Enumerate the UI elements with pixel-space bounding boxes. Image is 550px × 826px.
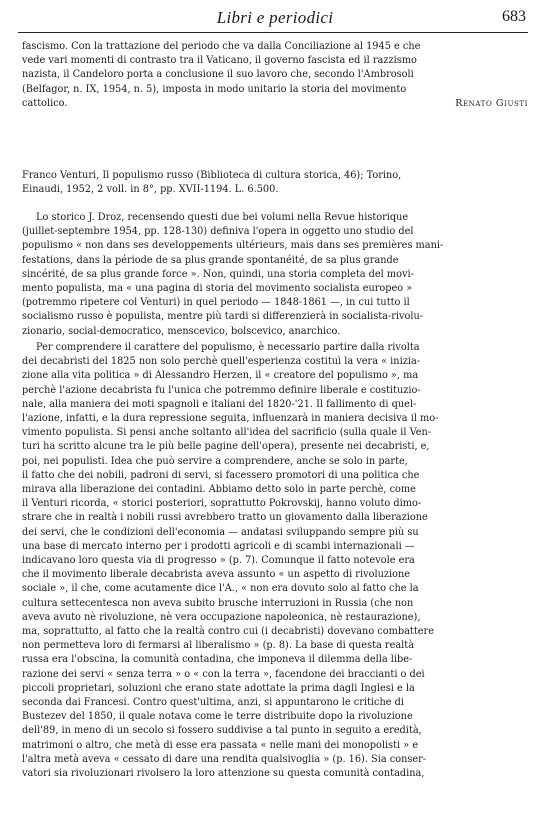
page-number: 683	[502, 8, 526, 25]
text-line: (Belfagor, n. IX, 1954, n. 5), imposta in modo unitario la storia del movimento	[22, 83, 407, 95]
text-line: piccoli proprietari, soluzioni che erano state adottate la prima dagli Inglesi e la	[22, 682, 415, 694]
text-line: poi, nei populisti. Idea che può servire a comprendere, anche se solo in parte,	[22, 455, 408, 467]
text-line: ma, soprattutto, al fatto che la realtà contro cui (i decabristi) dovevano combattere	[22, 626, 434, 638]
review-paragraph-2	[22, 341, 528, 781]
text-line: nazista, il Candeloro porta a conclusione il suo lavoro che, secondo l'Ambrosoli	[22, 69, 414, 81]
text-line: sociale », il che, come acutamente dice l'A., « non era dovuto solo al fatto che la	[22, 583, 419, 595]
text-line: zionario, social-democratico, menscevico, bolscevico, anarchico.	[22, 325, 341, 337]
citation-line: Einaudi, 1952, 2 voll. in 8°, pp. XVII-1194. L. 6.500.	[22, 184, 279, 196]
text-line: il Venturi ricorda, « storici posteriori, soprattutto Pokrovskij, hanno voluto dimo-	[22, 498, 422, 510]
text-line: razione dei servi « senza terra » o « con la terra », facendone dei braccianti o dei	[22, 668, 425, 680]
running-title: Libri e periodici	[216, 8, 334, 27]
text-line	[22, 97, 528, 111]
text-line: seconda dai Francesi. Contro quest'ultima, anzi, si appuntarono le critiche di	[22, 697, 404, 709]
text-line: l'altra metà aveva « cessato di dare una rendita qualsivoglia » (p. 16). Sia conser-	[22, 753, 427, 765]
review-paragraph-1	[22, 211, 528, 339]
text-line: strare che in realtà i nobili russi avrebbero tratto un giovamento dalla liberazione	[22, 512, 428, 524]
text-line: vatori sia rivoluzionari rivolsero la loro attenzione su questa comunità contadina,	[22, 768, 425, 780]
previous-review-ending	[22, 40, 528, 111]
text-line: che il movimento liberale decabrista aveva assunto « un aspetto di rivoluzione	[22, 569, 411, 581]
text-line: socialismo russo è populista, mentre più tardi si differenzierà in socialista-rivolu-	[22, 311, 424, 323]
text-line-end: cattolico.	[22, 97, 68, 109]
text-line: zione alla vita politica » di Alessandro Herzen, il « creatore del populismo », ma	[22, 370, 419, 382]
text-line: (juillet-septembre 1954, pp. 128-130) definiva l'opera in oggetto uno studio del	[22, 226, 414, 238]
text-line: aveva avuto nè rivoluzione, nè vera occupazione napoleonica, nè restaurazione),	[22, 611, 421, 623]
text-line: nale, alla maniera dei moti spagnoli e italiani del 1820-'21. Il fallimento di quel-	[22, 398, 417, 410]
text-line: mento populista, ma « una pagina di storia del movimento socialista europeo »	[22, 283, 413, 295]
text-line: mirava alla liberazione dei contadini. Abbiamo detto solo in parte perchè, come	[22, 484, 416, 496]
text-line: cultura settecentesca non aveva subito brusche interruzioni in Russia (che non	[22, 597, 414, 609]
text-line: (potremmo ripetere col Venturi) in quel periodo — 1848-1861 —, in cui tutto il	[22, 297, 410, 309]
text-line: dei decabristi del 1825 non solo perchè quell'esperienza costituì la vera « inizia-	[22, 356, 421, 368]
running-header	[22, 6, 528, 32]
text-line: dei servi, che le condizioni dell'economia — andatasi sviluppando sempre più su	[22, 526, 419, 538]
header-rule	[18, 32, 528, 33]
text-line: vimento populista. Si pensi anche soltanto all'idea del sacrificio (sulla quale il Ven-	[22, 427, 432, 439]
text-line: fascismo. Con la trattazione del periodo che va dalla Conciliazione al 1945 e che	[22, 41, 421, 52]
text-line: festations, dans la période de sa plus grande spontanéité, de sa plus grande	[22, 254, 399, 266]
review-signature: Renato Giusti	[455, 97, 528, 109]
text-line: sincérité, de sa plus grande force ». Non, quindi, una storia completa del movi-	[22, 268, 414, 280]
text-line: l'azione, infatti, e la dura repressione seguita, influenzarà in maniera decisiva il mo-	[22, 413, 439, 425]
review-citation	[22, 169, 528, 197]
text-line: non permetteva loro di fermarsi al liberalismo » (p. 8). La base di questa realtà	[22, 640, 415, 652]
citation-line: Franco Venturi, Il populismo russo (Biblioteca di cultura storica, 46); Torino,	[22, 170, 402, 181]
text-line: populismo « non dans ses developpements ultérieurs, mais dans ses premières mani-	[22, 240, 444, 252]
text-line: turi ha scritto alcune tra le più belle pagine dell'opera), presente nei decabristi, e,	[22, 441, 430, 453]
text-line: Bustezev del 1850, il quale notava come le terre distribuite dopo la rivoluzione	[22, 711, 413, 723]
text-line: perchè l'azione decabrista fu l'unica che potremmo definire liberale e costituzio-	[22, 384, 421, 396]
text-line: il fatto che dei nobili, padroni di servi, si facessero promotori di una politica che	[22, 469, 420, 481]
text-line: una base di mercato interno per i prodotti agricoli e di scambi internazionali —	[22, 540, 415, 552]
text-line: russa era l'obscina, la comunità contadina, che imponeva il dilemma della libe-	[22, 654, 413, 666]
text-line: Lo storico J. Droz, recensendo questi due bei volumi nella Revue historique	[36, 212, 409, 223]
text-line: dell'89, in meno di un secolo si fossero suddivise a tal punto in seguito a eredità,	[22, 725, 422, 737]
text-line: matrimoni o altro, che metà di esse era passata « nelle mani dei monopolisti » e	[22, 739, 419, 751]
text-line: Per comprendere il carattere del populismo, è necessario partire dalla rivolta	[36, 342, 420, 353]
text-line: vede vari momenti di contrasto tra il Vaticano, il governo fascista ed il razzismo	[22, 55, 417, 67]
text-line: indicavano loro questa via di progresso » (p. 7). Comunque il fatto notevole era	[22, 555, 415, 567]
